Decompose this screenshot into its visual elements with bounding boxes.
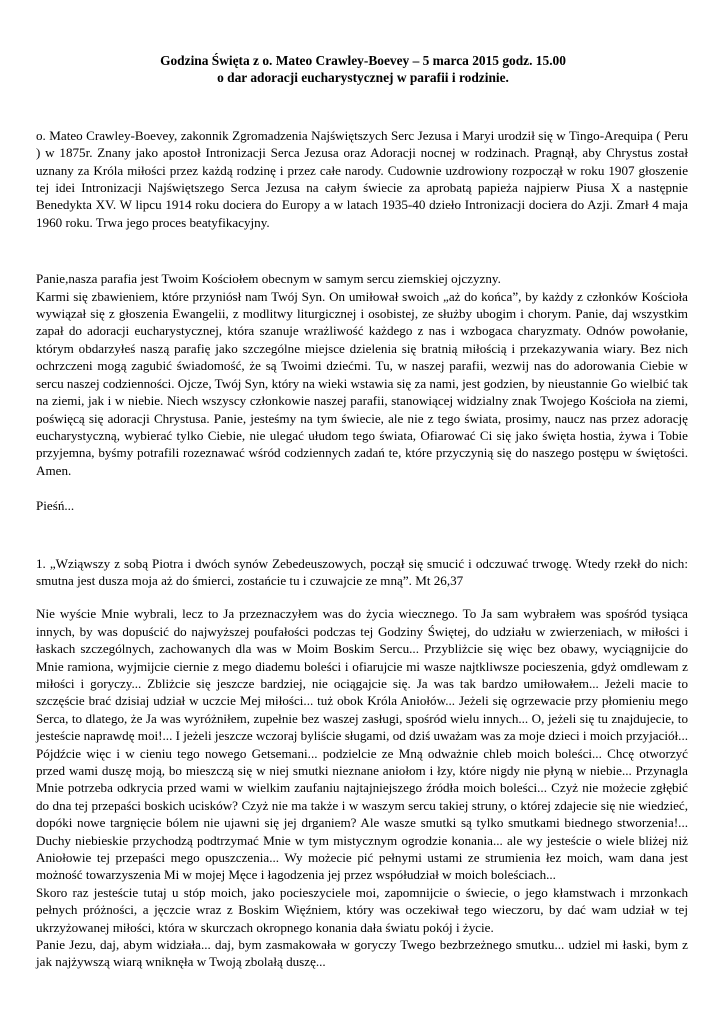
meditation-paragraph-1: Nie wyście Mnie wybrali, lecz to Ja przeznaczyłem was do życia wiecznego. To Ja sam wybrałem was spośród tysiąca innych, by was dopuścić do najwyższej poufałości podczas tej Godziny Świętej, do udziału w zwierzeniach, w miłości i łaskach szczególnych, zachowanych dla was w Moim Boskim Sercu... Przybliżcie się więc bez obawy, wyciągnijcie do Mnie ramiona, wyjmijcie ciernie z mego diademu boleści i ofiarujcie mi wasze najtkliwsze pocieszenia, gdyż omdlewam z miłości i goryczy... Zbliżcie się jeszcze bardziej, nie ociągajcie się. Ja was tak bardzo umiłowałem... Jeżeli macie to szczęście brać dzisiaj udział w uczcie Mej miłości... tuż obok Króla Aniołów... Jeżeli się ogrzewacie przy płomieniu mego Serca, to dlatego, że Ja was wyróżniłem, zupełnie bez waszej zasługi, spośród wielu innych... O, jeżeli się tu znajdujecie, to jesteście naprawdę moi!... I jeżeli jeszcze wczoraj byliście sługami, od dziś uważam was za moje dzieci i moich przyjaciół... Pójdźcie więc i w cieniu tego nowego Getsemani... podzielcie ze Mną odważnie chleb moich boleści... Chcę otworzyć przed wami duszę moją, bo mieszczą się w niej smutki nieznane aniołom i łzy, które nigdy nie płyną w niebie... Przynagla Mnie potrzeba odkrycia przed wami w wielkim zaufaniu najtajniejszego źródła moich boleści... Czyż nie możecie zgłębić do dna tej przepaści boskich ucisków? Czyż nie ma także i w waszym sercu takiej struny, o której zdajecie się nie wiedzieć, dopóki nowe targnięcie bólem nie ujawni się jej drganiem? Ale wasze smutki są tylko smutkami biednego stworzenia!... Duchy niebieskie przychodzą podtrzymać Mnie w tym mistycznym ogrodzie konania... ale wy jesteście o wiele bliżej niż Aniołowie tej przepaści mego opuszczenia... Wy możecie pić pełnymi ustami ze strumienia łez moich, wam dana jest możność towarzyszenia Mi w mojej Męce i łagodzenia jej przez współudział w moich boleściach... bbox=[36, 606, 688, 883]
prayer-opening-line: Panie,nasza parafia jest Twoim Kościołem obecnym w samym sercu ziemskiej ojczyzny. bbox=[36, 271, 501, 287]
prayer-paragraph: Karmi się zbawieniem, które przyniósł nam Twój Syn. On umiłował swoich „aż do końca”, by każdy z członków Kościoła wywiązał się z głoszenia Ewangelii, z modlitwy liturgicznej i osobistej, ze służby ubogim i chorym. Panie, daj wszystkim zapał do adoracji eucharystycznej, która szanuje wrażliwość każdego z nas i wzbogaca charyzmaty. Odnów powołanie, którym obdarzyłeś naszą parafię jako szczególne miejsce dzielenia się bratnią miłością i przekazywania wiary. Bez nich ochrzczeni mogą zagubić świadomość, że są Twoimi dziećmi. Tu, w naszej parafii, wezwij nas do adorowania Ciebie w sercu naszej codzienności. Ojcze, Twój Syn, który na wieki wstawia się za nami, jest godzien, by nieustannie Go wielbić tak na ziemi, jak i w niebie. Niech wszyscy członkowie naszej parafii, stanowiącej widzialny znak Twojego Kościoła na ziemi, poświęcą się adoracji Chrystusa. Panie, jesteśmy na tym świecie, ale nie z tego świata, prosimy, naucz nas przez adorację eucharystyczną, wybierać tylko Ciebie, nie ulegać ułudom tego świata, Ofiarować Ci się jako święta hostia, żywa i Tobie przyjemna, byśmy potrafili rozeznawać wśród codziennych zadań te, które przyczynią się do naszego postępu w świętości. Amen. bbox=[36, 288, 688, 478]
song-label: Pieśń... bbox=[36, 498, 75, 514]
document-title bbox=[38, 52, 688, 87]
meditation-paragraph-2: Skoro raz jesteście tutaj u stóp moich, jako pocieszyciele moi, zapomnijcie o świecie, o jego kłamstwach i mrzonkach pełnych próżności, a jęczcie wraz z Boskim Więźniem, który was oczekiwał tego wieczoru, by dać wam udział w tej ukrzyżowanej miłości, która w skurczach okropnego konania dała światu pokój i życie. bbox=[36, 884, 688, 935]
parish-prayer bbox=[36, 270, 688, 479]
meditation-paragraph-3: Panie Jezu, daj, abym widziała... daj, bym zasmakowała w goryczy Twego bezbrzeżnego smutku... udziel mi łaski, bym z jak najżywszą wiarą wniknęła w Twoją zbolałą duszę... bbox=[36, 937, 688, 970]
document-page bbox=[36, 52, 688, 971]
biography-paragraph: o. Mateo Crawley-Boevey, zakonnik Zgromadzenia Najświętszych Serc Jezusa i Maryi urodził się w Tingo-Arequipa ( Peru ) w 1875r. Znany jako apostoł Intronizacji Serca Jezusa oraz Adoracji nocnej w rodzinach. Pragnął, aby Chrystus został uznany za Króla miłości przez każdą rodzinę i przez całe narody. Cudownie uzdrowiony rozpoczął w roku 1907 głoszenie tej idei Intronizacji Najświętszego Serca Jezusa na całym świecie za aprobatą papieża najpierw Piusa X a następnie Benedykta XV. W lipcu 1914 roku dociera do Europy a w latach 1935-40 dzieło Intronizacji dociera do Azji. Zmarł 4 maja 1960 roku. Trwa jego proces beatyfikacyjny. bbox=[36, 127, 688, 230]
gospel-quote-1: 1. „Wziąwszy z sobą Piotra i dwóch synów Zebedeuszowych, począł się smucić i odczuwać trwogę. Wtedy rzekł do nich: smutna jest dusza moja aż do śmierci, zostańcie tu i czuwajcie ze mną”. Mt 26,37 bbox=[36, 555, 688, 588]
title-line-1: Godzina Święta z o. Mateo Crawley-Boevey – 5 marca 2015 godz. 15.00 bbox=[160, 53, 566, 68]
title-line-2: o dar adoracji eucharystycznej w parafii i rodzinie. bbox=[217, 70, 509, 86]
meditation-section bbox=[36, 605, 688, 971]
